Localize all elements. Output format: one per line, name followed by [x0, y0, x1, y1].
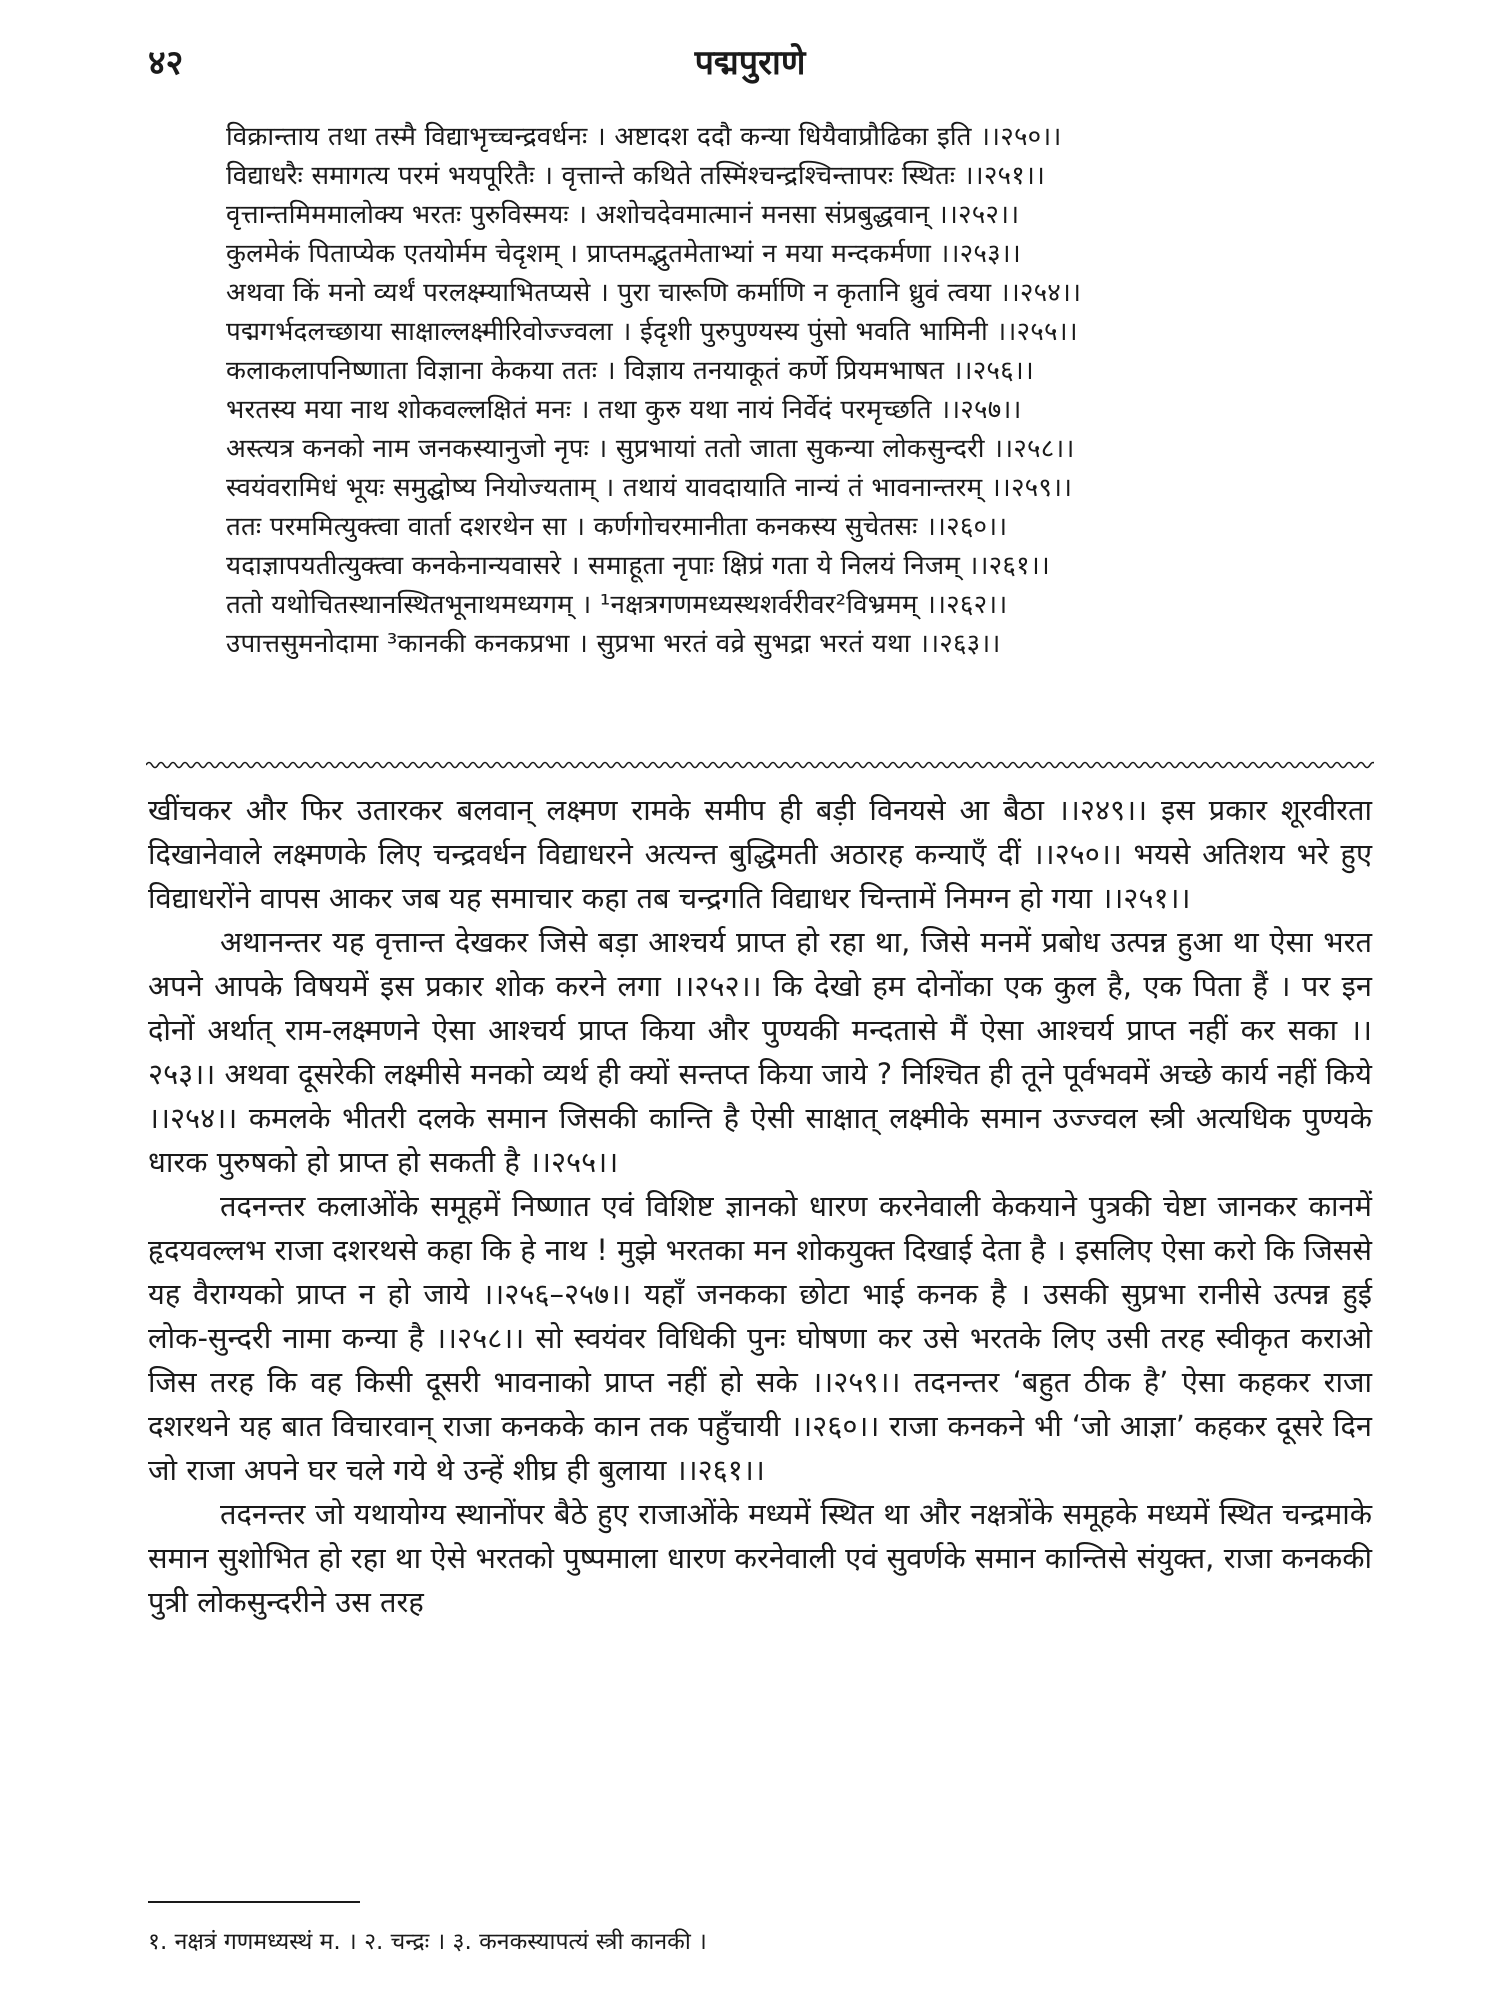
- translation-paragraph-4: तदनन्तर जो यथायोग्य स्थानोंपर बैठे हुए राजाओंके मध्यमें स्थित था और नक्षत्रोंके समूहके मध्यमें स्थित चन्द्रमाके समान सुशोभित हो रहा था ऐसे भरतको पुष्पमाला धारण करनेवाली एवं सुवर्णके समान कान्तिसे संयुक्त, राजा कनककी पुत्री लोकसुन्दरीने उस तरह: [148, 1497, 1372, 1619]
- translation-paragraph-2: अथानन्तर यह वृत्तान्त देखकर जिसे बड़ा आश्चर्य प्राप्त हो रहा था, जिसे मनमें प्रबोध उत्पन्न हुआ था ऐसा भरत अपने आपके विषयमें इस प्रकार शोक करने लगा ।।२५२।। कि देखो हम दोनोंका एक कुल है, एक पिता हैं । पर इन दोनों अर्थात् राम-लक्ष्मणने ऐसा आश्चर्य प्राप्त किया और पुण्यकी मन्दतासे मैं ऐसा आश्चर्य प्राप्त नहीं कर सका ।।२५३।। अथवा दूसरेकी लक्ष्मीसे मनको व्यर्थ ही क्यों सन्तप्त किया जाये ? निश्चित ही तूने पूर्वभवमें अच्छे कार्य नहीं किये ।।२५४।। कमलके भीतरी दलके समान जिसकी कान्ति है ऐसी साक्षात् लक्ष्मीके समान उज्ज्वल स्त्री अत्यधिक पुण्यके धारक पुरुषको हो प्राप्त हो सकती है ।।२५५।।: [148, 925, 1372, 1179]
- page-number: ४२: [148, 43, 184, 83]
- verse-260: ततः परममित्युक्त्वा वार्ता दशरथेन सा । कर्णगोचरमानीता कनकस्य सुचेतसः ।।२६०।।: [226, 512, 1008, 542]
- running-title: पद्मपुराणे: [694, 43, 806, 83]
- verse-259: स्वयंवरामिधं भूयः समुद्घोष्य नियोज्यताम् । तथायं यावदायाति नान्यं तं भावनान्तरम् ।।२५९।।: [226, 473, 1073, 503]
- verse-257: भरतस्य मया नाथ शोकवल्लक्षितं मनः । तथा कुरु यथा नायं निर्वेदं परमृच्छति ।।२५७।।: [226, 395, 1022, 425]
- translation-paragraph-3: तदनन्तर कलाओंके समूहमें निष्णात एवं विशिष्ट ज्ञानको धारण करनेवाली केकयाने पुत्रकी चेष्टा जानकर कानमें हृदयवल्लभ राजा दशरथसे कहा कि हे नाथ ! मुझे भरतका मन शोकयुक्त दिखाई देता है । इसलिए ऐसा करो कि जिससे यह वैराग्यको प्राप्त न हो जाये ।।२५६–२५७।। यहाँ जनकका छोटा भाई कनक है । उसकी सुप्रभा रानीसे उत्पन्न हुई लोक-सुन्दरी नामा कन्या है ।।२५८।। सो स्वयंवर विधिकी पुनः घोषणा कर उसे भरतके लिए उसी तरह स्वीकृत कराओ जिस तरह कि वह किसी दूसरी भावनाको प्राप्त नहीं हो सके ।।२५९।। तदनन्तर ‘बहुत ठीक है’ ऐसा कहकर राजा दशरथने यह बात विचारवान् राजा कनकके कान तक पहुँचायी ।।२६०।। राजा कनकने भी ‘जो आज्ञा’ कहकर दूसरे दिन जो राजा अपने घर चले गये थे उन्हें शीघ्र ही बुलाया ।।२६१।।: [148, 1189, 1372, 1487]
- verse-253: कुलमेकं पिताप्येक एतयोर्मम चेदृशम् । प्राप्तमद्भुतमेताभ्यां न मया मन्दकर्मणा ।।२५३।।: [226, 239, 1021, 269]
- translation-paragraph-1: खींचकर और फिर उतारकर बलवान् लक्ष्मण रामके समीप ही बड़ी विनयसे आ बैठा ।।२४९।। इस प्रकार शूरवीरता दिखानेवाले लक्ष्मणके लिए चन्द्रवर्धन विद्याधरने अत्यन्त बुद्धिमती अठारह कन्याएँ दीं ।।२५०।। भयसे अतिशय भरे हुए विद्याधरोंने वापस आकर जब यह समाचार कहा तब चन्द्रगति विद्याधर चिन्तामें निमग्न हो गया ।।२५१।।: [148, 793, 1372, 915]
- verse-262: ततो यथोचितस्थानस्थितभूनाथमध्यगम् । ¹नक्षत्रगणमध्यस्थशर्वरीवर²विभ्रमम् ।।२६२।।: [226, 590, 1008, 620]
- verse-258: अस्त्यत्र कनको नाम जनकस्यानुजो नृपः । सुप्रभायां ततो जाता सुकन्या लोकसुन्दरी ।।२५८।।: [226, 434, 1075, 464]
- verse-250: विक्रान्ताय तथा तस्मै विद्याभृच्चन्द्रवर्धनः । अष्टादश ददौ कन्या धियैवाप्रौढिका इति ।।२५०।।: [226, 122, 1062, 152]
- wavy-divider: [146, 758, 1374, 772]
- verse-255: पद्मगर्भदलच्छाया साक्षाल्लक्ष्मीरिवोज्ज्वला । ईदृशी पुरुपुण्यस्य पुंसो भवति भामिनी ।।२५५।।: [226, 317, 1078, 347]
- verse-261: यदाज्ञापयतीत्युक्त्वा कनकेनान्यवासरे । समाहूता नृपाः क्षिप्रं गता ये निलयं निजम् ।।२६१।।: [226, 551, 1050, 581]
- verse-251: विद्याधरैः समागत्य परमं भयपूरितैः । वृत्तान्ते कथिते तस्मिंश्चन्द्रश्चिन्तापरः स्थितः ।।२५१।।: [226, 161, 1046, 191]
- footnote-rule: [148, 1901, 360, 1903]
- sanskrit-verses: [226, 118, 1356, 664]
- verse-254: अथवा किं मनो व्यर्थं परलक्ष्म्याभितप्यसे । पुरा चारूणि कर्माणि न कृतानि ध्रुवं त्वया ।।२५४।।: [226, 278, 1082, 308]
- footnotes: १. नक्षत्रं गणमध्यस्थं म. । २. चन्द्रः । ३. कनकस्यापत्यं स्त्री कानकी ।: [148, 1929, 707, 1955]
- verse-256: कलाकलापनिष्णाता विज्ञाना केकया ततः । विज्ञाय तनयाकूतं कर्णे प्रियमभाषत ।।२५६।।: [226, 356, 1034, 386]
- verse-252: वृत्तान्तमिममालोक्य भरतः पुरुविस्मयः । अशोचदेवमात्मानं मनसा संप्रबुद्धवान् ।।२५२।।: [226, 200, 1020, 230]
- verse-263: उपात्तसुमनोदामा ³कानकी कनकप्रभा । सुप्रभा भरतं वव्रे सुभद्रा भरतं यथा ।।२६३।।: [226, 629, 1001, 659]
- hindi-translation: [148, 788, 1372, 1624]
